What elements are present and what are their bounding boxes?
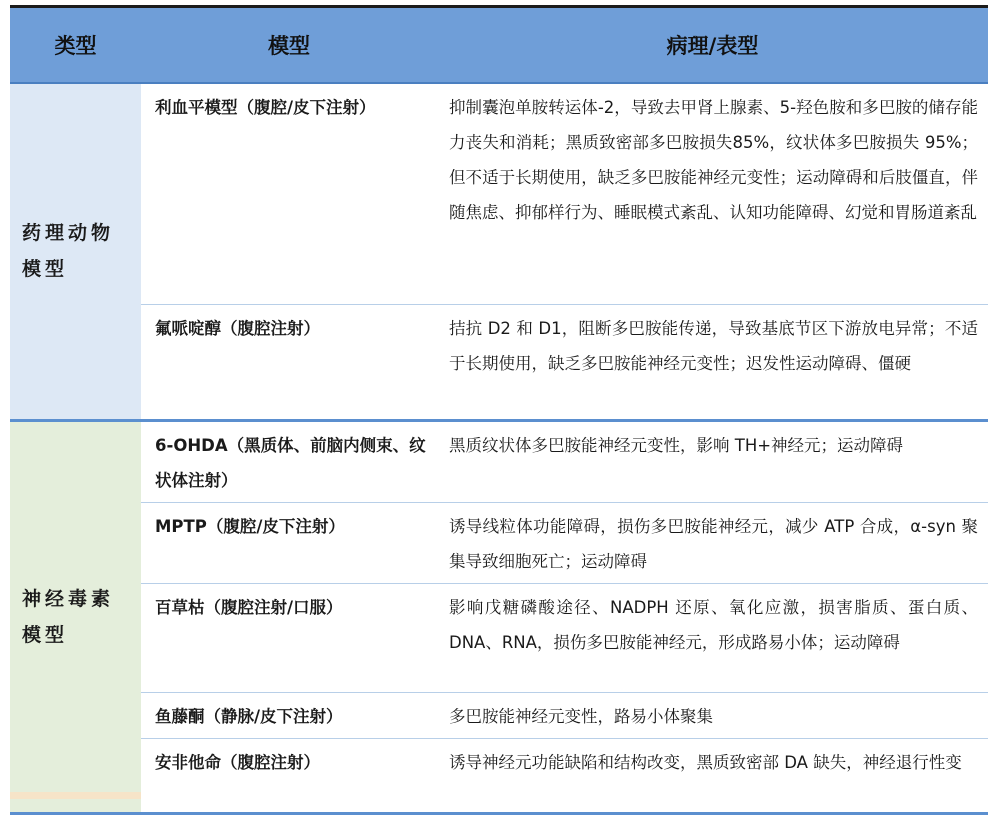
model-cell: 利血平模型（腹腔/皮下注射） bbox=[141, 83, 437, 304]
model-cell: MPTP（腹腔/皮下注射） bbox=[141, 502, 437, 583]
pathology-cell: 抑制囊泡单胺转运体-2，导致去甲肾上腺素、5-羟色胺和多巴胺的储存能力丧失和消耗；黑质致密部多巴胺损失85%，纹状体多巴胺损失 95%；但不适于长期使用，缺乏多巴胺能神经元变性；运动障碍和后肢僵直，伴随焦虑、抑郁样行为、睡眠模式紊乱、认知功能障碍、幻觉和胃肠道紊乱 bbox=[437, 83, 988, 304]
pathology-cell: 拮抗 D2 和 D1，阻断多巴胺能传递，导致基底节区下游放电异常；不适于长期使用，缺乏多巴胺能神经元变性；迟发性运动障碍、僵硬 bbox=[437, 304, 988, 420]
group-label-pharmacological: 药理动物模型 bbox=[10, 83, 141, 420]
table-row bbox=[10, 583, 988, 692]
table-row bbox=[10, 502, 988, 583]
pathology-cell: 黑质纹状体多巴胺能神经元变性，影响 TH+神经元；运动障碍 bbox=[437, 420, 988, 502]
group-label-neurotoxin: 神经毒素模型 bbox=[10, 420, 141, 813]
table-row bbox=[10, 83, 988, 304]
header-model: 模型 bbox=[141, 8, 437, 83]
table-row bbox=[10, 738, 988, 813]
pd-animal-models-table bbox=[10, 8, 988, 815]
pathology-cell: 影响戊糖磷酸途径、NADPH 还原、氧化应激，损害脂质、蛋白质、DNA、RNA，损伤多巴胺能神经元，形成路易小体；运动障碍 bbox=[437, 583, 988, 692]
table-row bbox=[10, 420, 988, 502]
pathology-cell: 多巴胺能神经元变性，路易小体聚集 bbox=[437, 692, 988, 738]
header-pathology: 病理/表型 bbox=[437, 8, 988, 83]
table-row bbox=[10, 304, 988, 420]
model-cell: 安非他命（腹腔注射） bbox=[141, 738, 437, 813]
table-row bbox=[10, 692, 988, 738]
model-cell: 百草枯（腹腔注射/口服） bbox=[141, 583, 437, 692]
model-cell: 6-OHDA（黑质体、前脑内侧束、纹状体注射） bbox=[141, 420, 437, 502]
header-type: 类型 bbox=[10, 8, 141, 83]
model-cell: 鱼藤酮（静脉/皮下注射） bbox=[141, 692, 437, 738]
pathology-cell: 诱导线粒体功能障碍，损伤多巴胺能神经元，减少 ATP 合成，α-syn 聚集导致细胞死亡；运动障碍 bbox=[437, 502, 988, 583]
next-group-strip bbox=[10, 792, 988, 799]
table-header-row bbox=[10, 8, 988, 83]
pathology-cell: 诱导神经元功能缺陷和结构改变，黑质致密部 DA 缺失，神经退行性变 bbox=[437, 738, 988, 813]
model-cell: 氟哌啶醇（腹腔注射） bbox=[141, 304, 437, 420]
